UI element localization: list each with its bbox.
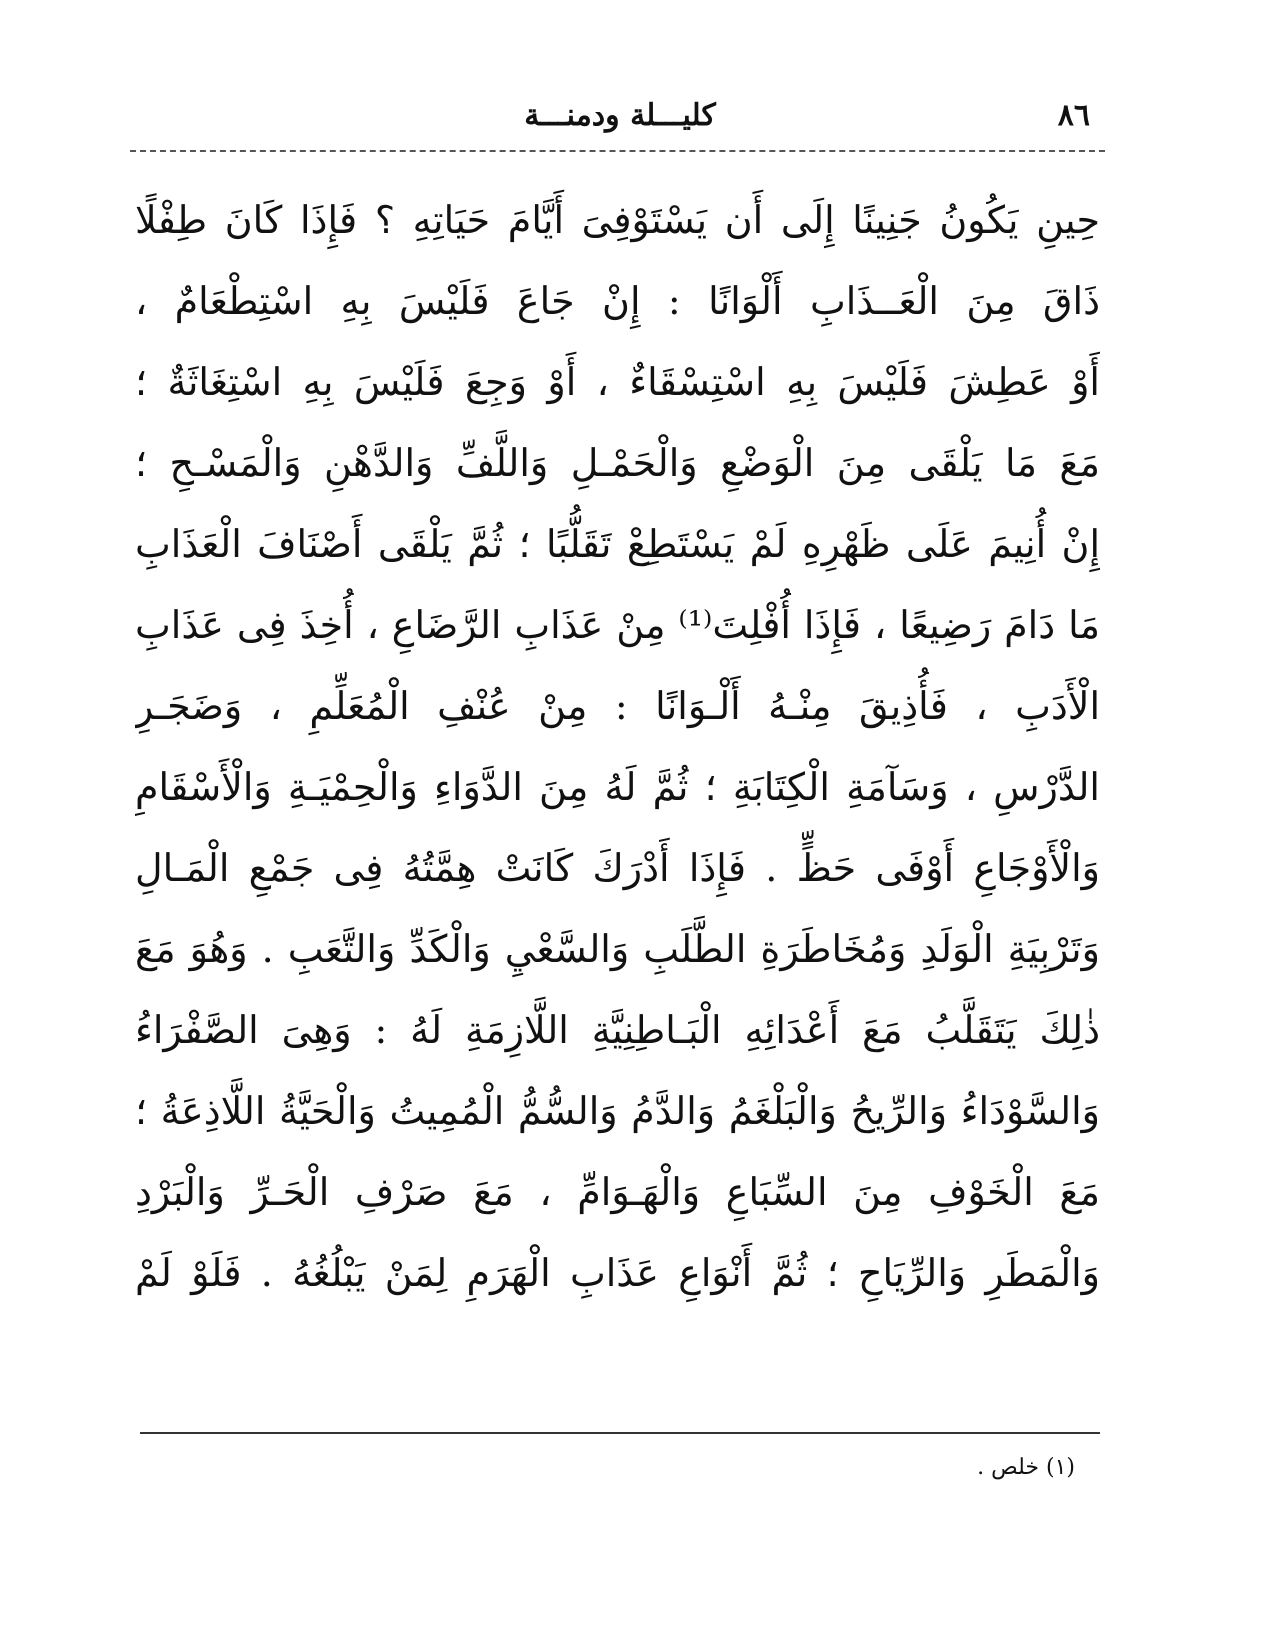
text-line: مَعَ الْخَوْفِ مِنَ السِّبَاعِ وَالْهَـوَامِّ ، مَعَ صَرْفِ الْحَـرِّ وَالْبَرْدِ [135,1170,1100,1214]
text-line: وَالسَّوْدَاءُ وَالرِّيحُ وَالْبَلْغَمُ وَالدَّمُ وَالسُّمُّ الْمُمِيتُ وَالْحَيَّةُ اللَّاذِعَةُ ؛ [135,1089,1100,1133]
text-line: مَا دَامَ رَضِيعًا ، فَإِذَا أُفْلِتَ⁽¹⁾ مِنْ عَذَابِ الرَّضَاعِ ، أُخِذَ فِى عَذَابِ [135,603,1100,647]
text-line: مَعَ مَا يَلْقَى مِنَ الْوَضْعِ وَالْحَمْـلِ وَاللَّفِّ وَالدَّهْنِ وَالْمَسْـحِ ؛ [135,441,1100,485]
footnote-divider [140,1432,1100,1434]
text-line: وَالْمَطَرِ وَالرِّيَاحِ ؛ ثُمَّ أَنْوَاعِ عَذَابِ الْهَرَمِ لِمَنْ يَبْلُغُهُ . فَلَوْ لَمْ [135,1251,1100,1295]
page-number: ٨٦ [1057,98,1090,133]
text-line: الدَّرْسِ ، وَسَآمَةِ الْكِتَابَةِ ؛ ثُمَّ لَهُ مِنَ الدَّوَاءِ وَالْحِمْيَـةِ وَالْأَسْقَامِ [135,765,1100,809]
text-line: وَتَرْبِيَةِ الْوَلَدِ وَمُخَاطَرَةِ الطَّلَبِ وَالسَّعْيِ وَالْكَدِّ وَالتَّعَبِ . وَهُوَ مَعَ [135,927,1100,971]
text-line: إِنْ أُنِيمَ عَلَى ظَهْرِهِ لَمْ يَسْتَطِعْ تَقَلُّبًا ؛ ثُمَّ يَلْقَى أَصْنَافَ الْعَذَابِ [135,522,1100,566]
text-line: ذَاقَ مِنَ الْعَــذَابِ أَلْوَانًا : إِنْ جَاعَ فَلَيْسَ بِهِ اسْتِطْعَامٌ ، [135,279,1100,323]
text-line: أَوْ عَطِشَ فَلَيْسَ بِهِ اسْتِسْقَاءٌ ، أَوْ وَجِعَ فَلَيْسَ بِهِ اسْتِغَاثَةٌ ؛ [135,360,1100,404]
body-text [135,180,1100,1314]
footnote: (١) خلص . [977,1455,1075,1480]
text-line: ذٰلِكَ يَتَقَلَّبُ مَعَ أَعْدَائِهِ الْبَـاطِنِيَّةِ اللَّازِمَةِ لَهُ : وَهِىَ الصَّفْرَاءُ [135,1008,1100,1052]
header-divider [130,150,1105,152]
text-line: الْأَدَبِ ، فَأُذِيقَ مِنْـهُ أَلْـوَانًا : مِنْ عُنْفِ الْمُعَلِّمِ ، وَضَجَـرِ [135,684,1100,728]
book-title: كليـــلة ودمنـــة [524,98,716,133]
text-line: وَالْأَوْجَاعِ أَوْفَى حَظٍّ . فَإِذَا أَدْرَكَ كَانَتْ هِمَّتُهُ فِى جَمْعِ الْمَـالِ [135,846,1100,890]
page-header [140,98,1100,148]
text-line: حِينِ يَكُونُ جَنِينًا إِلَى أَن يَسْتَوْفِىَ أَيَّامَ حَيَاتِهِ ؟ فَإِذَا كَانَ طِفْلًا [135,198,1100,242]
